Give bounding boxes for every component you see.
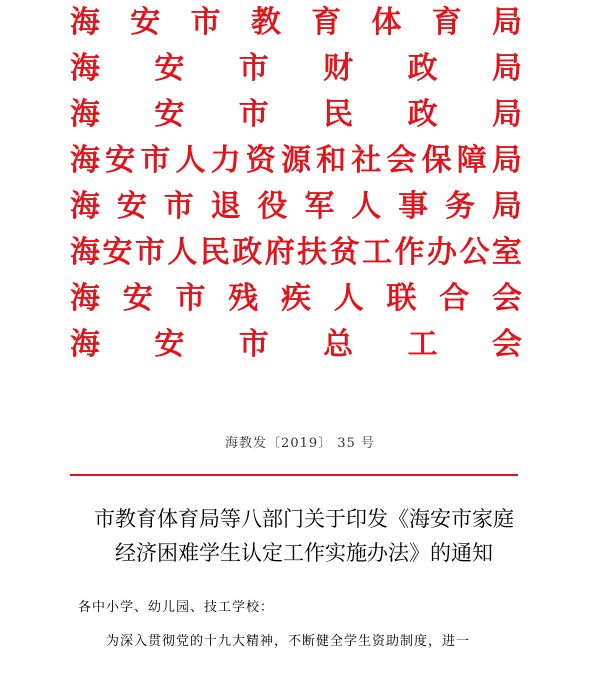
issuer-line: 海 安 市 教 育 体 育 局 [70, 5, 522, 40]
title-line-2: 经济困难学生认定工作实施办法》的通知 [115, 541, 493, 565]
issuing-authorities [70, 0, 522, 368]
body-paragraph: 为深入贯彻党的十九大精神，不断健全学生资助制度，进一 [106, 634, 471, 649]
issuer-line: 海 安 市 人 力 资 源 和 社 会 保 障 局 [70, 143, 522, 178]
issuer-line: 海 安 市 财 政 局 [70, 51, 522, 86]
issuer-line: 海 安 市 民 政 局 [70, 97, 522, 132]
title-line-1: 市教育体育局等八部门关于印发《海安市家庭 [94, 507, 514, 531]
salutation: 各中小学、幼儿园、技工学校： [78, 600, 275, 615]
issuer-line: 海 安 市 残 疾 人 联 合 会 [70, 281, 522, 316]
document-title [74, 502, 534, 570]
issuer-line: 海 安 市 退 役 军 人 事 务 局 [70, 189, 522, 224]
document-number: 海教发〔2019〕 35 号 [225, 436, 375, 451]
red-divider-line [70, 474, 518, 476]
issuer-line: 海 安 市 人 民 政 府 扶 贫 工 作 办 公 室 [70, 235, 522, 270]
issuer-line: 海 安 市 总 工 会 [70, 327, 522, 362]
